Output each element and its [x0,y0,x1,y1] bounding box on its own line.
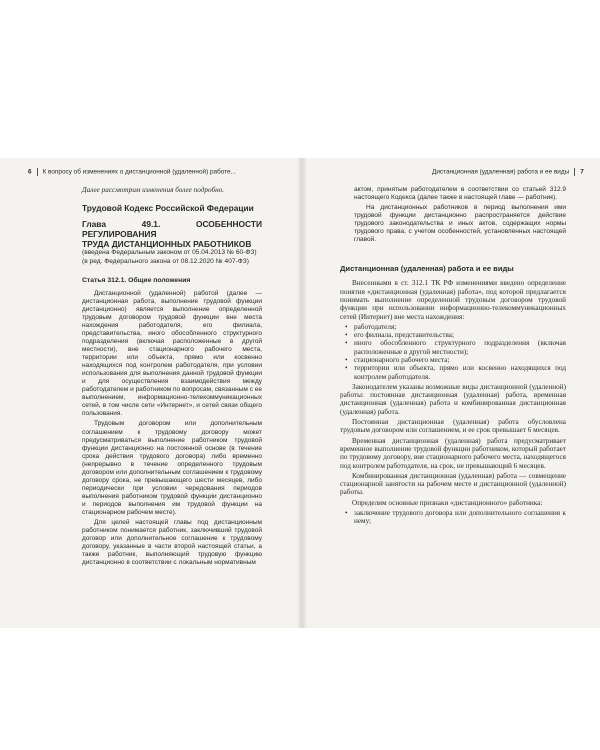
left-page [0,158,298,628]
chapter-note-1: (введена Федеральным законом от 05.04.2013 № 60-ФЗ) [82,249,257,257]
chapter-title-line-1: Глава 49.1. ОСОБЕННОСТИ РЕГУЛИРОВАНИЯ [82,219,262,240]
list-item: • его филиала, представительства; [340,331,566,339]
section-paragraph-5: Комбинированная дистанционная (удаленная) работа — совмещение стационарной занятости на рабочем месте и дистанционной (удаленной) работы. [340,471,566,497]
list-item: • работодателя; [340,323,566,331]
left-page-number: 6 [28,168,32,176]
article-title: Статья 312.1. Общие положения [82,276,191,284]
article-paragraph-2: Трудовым договором или дополнительным соглашением к трудовому договору может предусматриваться выполнение работником трудовой функции дистанционно на постоянной основе (в течение срока действия трудового договора) либо временно (непрерывно в течение определенного трудовым договором или дополнительным соглашением к трудовому договору срока, не превышающего шести месяцев, либо периодически при условии чередования периодов выполнения работником трудовой функции дистанционно и периодов выполнения им трудовой функции на стационарном рабочем месте). [82,420,262,516]
continued-paragraph-2: На дистанционных работников в период выполнения ими трудовой функции дистанционно распространяется действие трудового законодательства и иных актов, содержащих нормы трудового права, с учетом особенностей, установленных настоящей главой. [354,204,566,244]
right-page-content [340,186,566,528]
location-list [340,323,566,381]
section-title: Дистанционная (удаленная) работа и ее виды [340,264,514,274]
intro-line: Далее рассмотрим изменения более подробно. [82,186,225,194]
section-paragraph-1: Внесенными в ст. 312.1 ТК РФ изменениями введено определение понятия «дистанционная (удаленная) работа», под которой предлагается понимать выполнение определенной трудовым договором трудовой функции при использовании информационно-телекоммуникационных сетей (Интернет) вне места нахождения: [340,279,566,321]
list-item: • заключение трудового договора или дополнительного соглашения к нему; [340,509,566,526]
section-paragraph-2: Законодателем указаны возможные виды дистанционной (удаленной) работы: постоянная дистанционная (удаленная) работа, временная дистанционная (удаленная) работа и комбинированная дистанционная (удаленная) работа. [340,382,566,416]
article-paragraph-3: Для целей настоящей главы под дистанционным работником понимается работник, заключивший трудовой договор или дополнительное соглашение к трудовому договору, указанные в части второй настоящей статьи, а также работник, выполняющий трудовую функцию дистанционно в соответствии с локальным нормативным [82,519,262,567]
running-head-divider [37,168,38,176]
features-list [340,509,566,526]
continued-paragraph: актом, принятым работодателем в соответствии со статьей 312.9 настоящего Кодекса (далее также в настоящей главе — работник). [354,186,566,202]
right-running-title: Дистанционная (удаленная) работа и ее виды [432,168,570,176]
left-page-content [82,186,262,569]
chapter-title-line-2: ТРУДА ДИСТАНЦИОННЫХ РАБОТНИКОВ [82,239,252,250]
article-paragraph-1: Дистанционной (удаленной) работой (далее — дистанционная работа, выполнение трудовой функции дистанционно) является выполнение определенной трудовым договором трудовой функции вне места нахождения работодателя, его филиала, представительства, иного обособленного структурного подразделения (включая расположенные в другой местности), вне стационарного рабочего места, территории или объекта, прямо или косвенно находящихся под контролем работодателя, при условии использования для выполнения данной трудовой функции и для осуществления взаимодействия между работодателем и работником по вопросам, связанным с ее выполнением, информационно-телекоммуникационных сетей, в том числе сети «Интернет», и сетей связи общего пользования. [82,289,262,418]
right-page-number: 7 [580,168,584,176]
left-running-title: К вопросу об изменениях о дистанционной (удаленной) работе... [42,168,236,176]
section-paragraph-4: Временная дистанционная (удаленная) работа предусматривает временное выполнение трудовой функции работником, который работает по трудовому договору, вне стационарного рабочего места, находящегося под контролем работодателя, на срок, не превышающий 6 месяцев. [340,436,566,470]
list-item: • иного обособленного структурного подразделения (включая расположенные в другой местности); [340,339,566,356]
code-title: Трудовой Кодекс Российской Федерации [82,203,254,214]
chapter-note-2: (в ред. Федерального закона от 08.12.2020 № 407-ФЗ) [82,257,249,265]
right-page [306,158,600,628]
left-running-head [28,168,236,177]
list-item: • стационарного рабочего места; [340,356,566,364]
right-running-head [432,168,584,177]
section-paragraph-3: Постоянная дистанционная (удаленная) работа обусловлена трудовым договором или соглашением, и ее срок превышает 6 месяцев. [340,418,566,435]
list-item: • территории или объекта, прямо или косвенно находящихся под контролем работодателя. [340,364,566,381]
section-paragraph-6: Определим основные признаки «дистанционного» работника: [352,498,543,507]
running-head-divider [574,168,575,176]
